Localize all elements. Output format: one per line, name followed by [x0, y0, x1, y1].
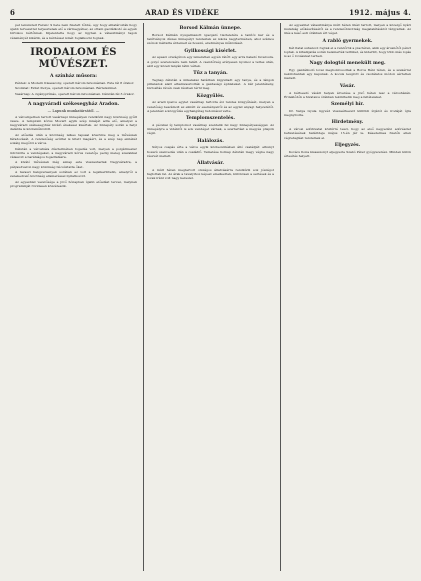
article-paragraph: Az apaszi országúton egy ismeretlen egyén rálőtt egy arra haladó fuvarosra. A golyó szerencsére nem talált. A csendőrség erélyesen nyomoz a tettes után, akit egy közeli tanyán látni véltek.	[147, 55, 274, 68]
page-number: 6	[10, 7, 16, 17]
article-heading: Állatvásár.	[197, 161, 224, 167]
article-paragraph: Kovács Ilona kisasszonyt eljegyezte Szabó Péter gyógyszerész. Minden külön értesítés helyett.	[284, 149, 411, 158]
article-paragraph: A városligetben tartott vasárnapi ünnepélyen rendkívül nagy közönség gyűlt össze. A templomi kórus Mozart egyik szép miséjét adta elő, amelyet a nagyváradi székesegyház kiváló énekesei kisértek. Az ünnepély során a helyi dalárda is közreműködött.	[10, 114, 137, 132]
article-heading: Hirdetmény.	[331, 120, 364, 126]
article-paragraph: Borsod Kálmán nyugalmazott igazgató tiszteletére a tanítói kar és a tanítványok díszes ünnepélyt rendeztek az iskola nagytermében, ahol számos szónok méltatta érdemeit és hosszú, eredményes működését.	[147, 32, 274, 46]
article-heading: Borsod Kálmán ünnepe.	[179, 26, 242, 31]
column-middle	[147, 23, 274, 571]
newspaper-title: ARAD ÉS VIDÉKE	[145, 7, 220, 17]
article-heading: Vásár.	[339, 83, 356, 89]
article-heading: Tűz a tanyán.	[193, 71, 228, 77]
article-heading: A színház műsora:	[50, 73, 97, 79]
column-divider	[280, 23, 281, 571]
article-paragraph: A bérbeadó vásári helyek árverése a jövő héten lesz a városházán. Érdeklődők a hivatalos órákban tekinthetik meg a feltételeket.	[284, 90, 411, 99]
article-paragraph: A pécskai új templomot vasárnap szentelik fel nagy ünnepélyességgel. Az ünnepélyre a vidékről is sok vendéget várnak, a szertartást a megyés püspök végzi.	[147, 122, 274, 136]
divider	[22, 98, 125, 99]
article-heading: Templomszentelés.	[186, 116, 235, 122]
article-heading: Közgyűlés.	[196, 93, 225, 99]
article-paragraph: A tavaszi hangversenyek sorában ez volt a legsikerültebb, amelyről a zenekedvelő közönség elismeréssel nyilatkozott.	[10, 170, 137, 179]
article-paragraph: Tegnap délután a mikelakai határban kigyulladt egy tanya, és a lángok pillanatok alatt elhamvasztották a gazdasági épületeket. A kár jelentékeny, biztosítás révén csak részben térül meg.	[147, 77, 274, 91]
program-item: Vasárnap: A cigányprímás, operett három felvonásban. Délután fél 3 órakor.	[15, 91, 135, 96]
program-item: Szombat: Ezüst Ibolya, operett három felvonásban. Bérletszünet.	[15, 86, 118, 91]
article-paragraph: Az egyesület vezetősége a jövő hónapban újabb előadást tervez, melynek programmját rövidesen közzéteszik.	[10, 179, 137, 188]
header-rule	[10, 19, 411, 20]
article-heading: A nagyváradi székesegyház Aradon.	[27, 101, 120, 107]
column-left	[10, 23, 137, 571]
article-paragraph: Az aradi iparos egylet vasárnap tartotta évi rendes közgyűlését, melyen a vezetőség beszámolt az elmúlt év eseményeiről és az egylet anyagi helyzetéről. A jelentést a közgyűlés egyhangúlag tudomásul vette.	[147, 100, 274, 113]
column-divider	[143, 23, 144, 571]
section-heading: IRODALOM ÉS MŰVÉSZET.	[30, 46, 117, 70]
article-paragraph: pet lenunsteit Ferenc 9 hete nem fizetett tőbbé, ugy hogy elhatározták hogy ujabb tervezettet terjesztenek elő a vármegyéhez, az ottani gazdálkodó és egyéb birtokos bérlőknek. Kijelentette hogy az ügyben a választmányi tagok véleményét kikérik, és a kérdéssel ismét foglalkozni fognak.	[10, 23, 137, 40]
article-paragraph: Egy gazdálkodó lovai megbokrosodtak a Boros Béni téren, és a szekérrel nekirohantak egy kapunak. A kocsis leugrott és csodálatos módon sértetlen maradt.	[284, 68, 411, 81]
program-item: Péntek: A Modern Kisasszony, operett három felvonásban. Este fél 8 órakor.	[15, 80, 135, 85]
article-paragraph: A városi adóhivatal közhírré teszi, hogy az első negyedévi adórészlet befizetésének határideje május 15-én jár le. Késedelmes fizetők ellen végrehajtást rendelnek el.	[284, 127, 411, 140]
article-paragraph: Súlyos csapás érte a város egyik közbecsülésben álló családját: elhunyt hosszú szenvedés után a családfő. Temetése holnap délután megy végbe nagy részvét mellett.	[147, 145, 274, 158]
article-paragraph: A kiváló művészek még aznap este visszautaztak Nagyváradra, a pályaudvaron nagy közönség búcsúztatta őket.	[10, 160, 137, 169]
divider	[22, 42, 125, 43]
article-heading: Eljegyzés.	[334, 142, 361, 148]
article-paragraph: Az előadás után a közönség lelkes tapssal köszönte meg a művészek fáradozását. A rendezőség ezúttal is kitett magáért, és a szép nap emlékét sokáig megőrzi a város.	[10, 132, 137, 146]
article-heading: Gyilkossági kísérlet.	[184, 48, 237, 54]
article-heading: Halálozás.	[197, 138, 224, 144]
article-paragraph: A múlt héten megtartott országos állatvásárra rendkívül sok jószágot hajtottak fel. Az árak a tavalyihoz képest emelkedtek, különösen a sertések és a lovak iránt volt nagy kereslet.	[147, 168, 274, 181]
column-right	[284, 23, 411, 571]
article-paragraph: Délután a városháza dísztermében fogadás volt, melyen a polgármester üdvözölte a vendégeket, a nagyváradi kórus vezetője pedig meleg szavakkal válaszolt a barátságos fogadtatásra.	[10, 146, 137, 160]
article-heading: A rabló gyermekek.	[322, 38, 373, 44]
article-heading: Személyi hír.	[330, 101, 365, 107]
masthead	[10, 6, 411, 18]
article-byline: — Lapunk munkatársától. —	[47, 108, 100, 113]
issue-date: 1912. május 4.	[349, 7, 411, 17]
article-heading: Nagy dologtól menekült meg.	[309, 61, 386, 67]
article-paragraph: Dr. Varga Gyula ügyvéd visszaérkezett külföldi útjáról és irodáját újra megnyitotta.	[284, 108, 411, 118]
article-paragraph: Az egyesület választmánya múlt héten ülést tartott, melyen a közelgő nyári mulatság előkészítéséről és a rendezőbizottság megalakításáról tárgyaltak. Az ülés a késő esti órákban ért véget.	[284, 23, 411, 36]
article-paragraph: Két fiatal suhancot fogtak el a rendőrök a piactéren, akik egy árusnőtől pénzt loptak. A kihallgatás során beismerték tettüket, és kiderült, hogy több más lopás is az ő rovásukat terheli.	[284, 45, 411, 58]
